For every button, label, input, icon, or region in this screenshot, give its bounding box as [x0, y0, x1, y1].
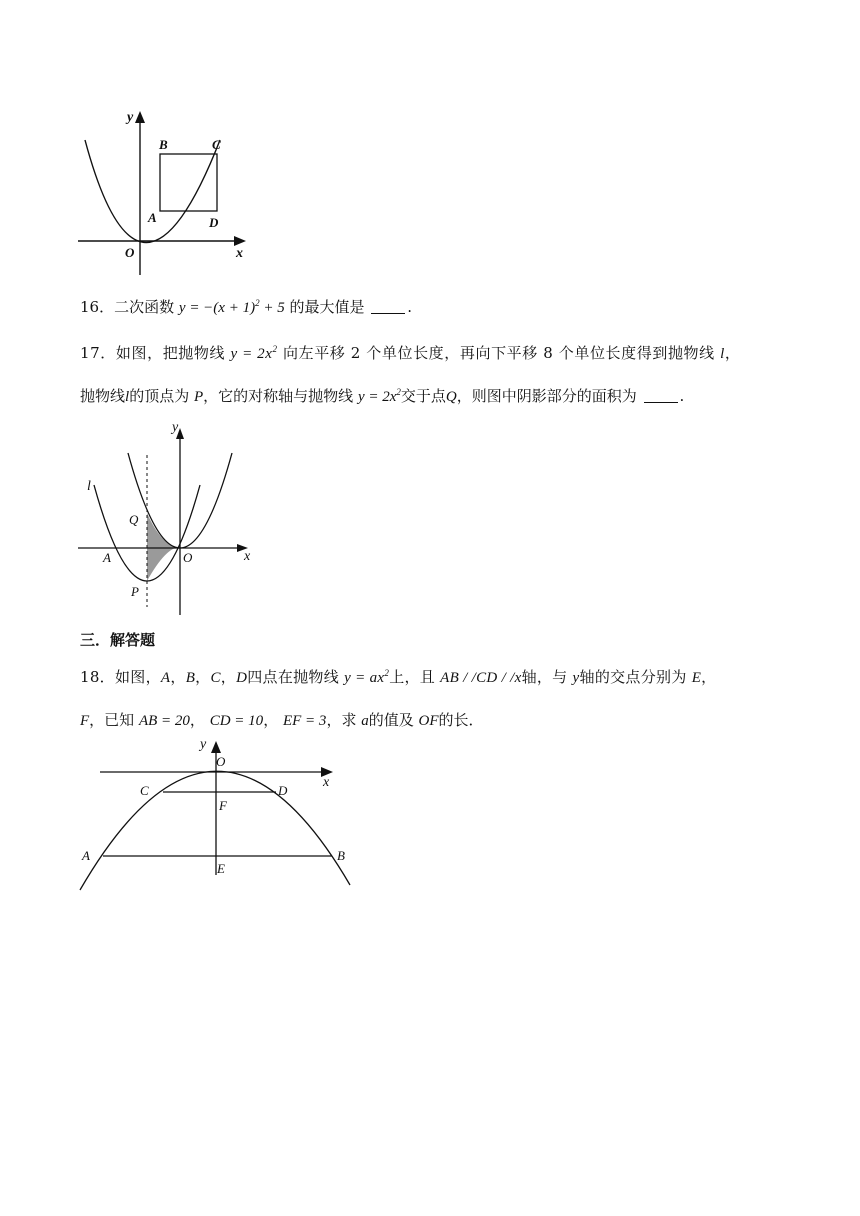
- variable-p: P: [193, 389, 204, 405]
- figure-shifted-parabolas: [72, 415, 262, 620]
- point-d-label: D: [278, 783, 288, 798]
- point-b-label: B: [159, 137, 168, 152]
- question-18-number: 18．: [80, 668, 115, 686]
- formula: [230, 346, 277, 362]
- variable-q: Q: [445, 389, 457, 405]
- x-axis-label: x: [323, 775, 330, 790]
- text: 的顶点为: [129, 387, 190, 405]
- figure-parabola-rectangle: [70, 105, 260, 280]
- variable-c: C: [210, 670, 221, 686]
- curve-l-label: l: [87, 479, 91, 494]
- variable-f: F: [80, 713, 90, 729]
- point-b-label: B: [337, 848, 345, 863]
- answer-blank[interactable]: [371, 301, 405, 314]
- punctuation: ，: [195, 668, 211, 686]
- formula-body: y = ax: [344, 670, 385, 686]
- x-axis-arrow-icon: [234, 236, 246, 246]
- question-18-line-2: [80, 710, 484, 731]
- formula-mid: = −(x + 1): [185, 300, 256, 316]
- punctuation: ，: [701, 668, 717, 686]
- formula-body: y = 2x: [230, 346, 273, 362]
- y-axis-label: y: [200, 737, 207, 752]
- text: ，则图中阴影部分的面积为: [456, 387, 637, 405]
- text: ，它的对称轴与抛物线: [203, 387, 354, 405]
- text: 如图，: [115, 668, 161, 686]
- rectangle-abcd: [160, 154, 217, 211]
- point-d-label: D: [209, 215, 219, 230]
- question-17-number: 17．: [80, 344, 116, 362]
- point-a-label: A: [82, 848, 90, 863]
- x-axis-label: x: [236, 246, 243, 261]
- formula-tail: + 5: [259, 300, 285, 316]
- point-p-label: P: [131, 584, 139, 599]
- point-c-label: C: [140, 783, 149, 798]
- origin-label: O: [183, 550, 193, 565]
- question-16-formula: [179, 300, 285, 316]
- question-16: 16．二次函数 $y = -(x + 1)^2 + 5$ 的最大值是 .: [80, 298, 413, 316]
- variable-y: y: [572, 670, 580, 686]
- given-ab: AB = 20: [138, 713, 190, 729]
- y-axis-arrow-icon: [135, 111, 145, 123]
- section-heading: 三．解答题: [80, 631, 156, 649]
- question-17-line-1: [80, 343, 741, 364]
- text: 上，且: [389, 668, 436, 686]
- formula-body: y = 2x: [357, 389, 397, 405]
- segment-of: OF: [418, 713, 439, 729]
- variable-a-coef: a: [361, 713, 369, 729]
- origin-label: O: [125, 245, 135, 260]
- text: 如图，把抛物线: [115, 344, 226, 362]
- formula-exponent: 2: [272, 344, 278, 354]
- y-axis-arrow-icon: [211, 741, 221, 753]
- text: 四点在抛物线: [247, 668, 340, 686]
- point-f-label: F: [219, 798, 227, 813]
- formula-exponent: 2: [396, 387, 401, 397]
- text: 向左平移 2 个单位长度，再向下平移 8 个单位长度得到抛物线: [283, 344, 715, 362]
- point-q-label: Q: [129, 512, 139, 527]
- text: ，求: [326, 711, 357, 729]
- formula: [344, 670, 389, 686]
- parabola-curve: [80, 771, 350, 890]
- punctuation: ，: [220, 668, 237, 686]
- punctuation: ，: [263, 711, 279, 729]
- given-ef: EF = 3: [282, 713, 327, 729]
- point-c-label: C: [212, 137, 221, 152]
- question-18-line-1: [80, 667, 716, 688]
- text: 轴的交点分别为: [579, 668, 687, 686]
- text: ，已知: [89, 711, 135, 729]
- variable-l: l: [125, 389, 130, 405]
- variable-b: B: [185, 670, 196, 686]
- point-a-label: A: [148, 210, 157, 225]
- x-axis-label: x: [244, 549, 251, 564]
- question-16-text: 二次函数: [114, 298, 175, 316]
- text: 轴，与: [521, 668, 568, 686]
- y-axis-label: y: [127, 110, 134, 125]
- formula-exponent: 2: [255, 298, 260, 308]
- point-a-label: A: [103, 550, 111, 565]
- given-cd: CD = 10: [209, 713, 264, 729]
- text: 的值及: [368, 711, 414, 729]
- question-16-text-after: 的最大值是: [289, 298, 365, 316]
- parabola-curve: [85, 140, 220, 243]
- question-17-line-2: 抛物线l的顶点为 P，它的对称轴与抛物线 $y = 2x^2$交于点Q，则图中阴影部分的面积为 .: [80, 387, 685, 405]
- parallel-relation: AB / /CD / /x: [440, 670, 522, 686]
- formula: [358, 389, 401, 405]
- answer-blank[interactable]: [644, 390, 678, 403]
- variable-d: D: [236, 670, 248, 686]
- text: 交于点: [400, 387, 446, 405]
- point-e-label: E: [217, 861, 225, 876]
- figure-downward-parabola: [75, 735, 365, 895]
- y-axis-label: y: [172, 420, 179, 435]
- variable-l: l: [720, 346, 725, 362]
- origin-label: O: [216, 754, 226, 769]
- punctuation: ，: [189, 711, 205, 729]
- variable-e: E: [691, 670, 702, 686]
- formula-exponent: 2: [384, 668, 390, 678]
- text: 抛物线: [80, 387, 126, 405]
- text: 的长．: [438, 711, 484, 729]
- punctuation: ，: [170, 668, 186, 686]
- formula-lhs: y: [178, 300, 186, 316]
- question-16-number: 16．: [80, 298, 115, 316]
- variable-a: A: [160, 670, 171, 686]
- punctuation: ，: [724, 344, 741, 362]
